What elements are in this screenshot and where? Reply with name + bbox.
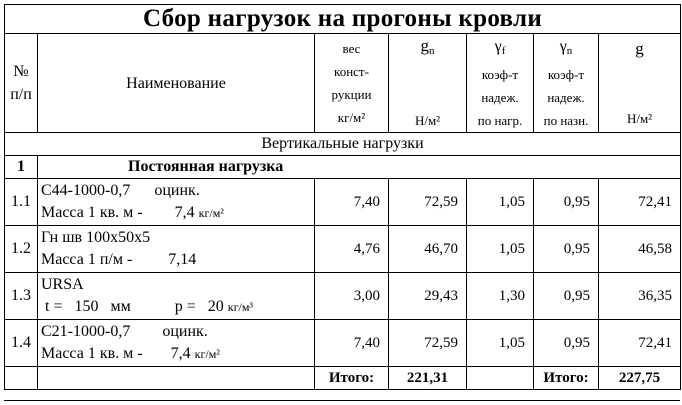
totals-empty-name[interactable] — [38, 367, 315, 390]
table-row — [5, 179, 681, 226]
header-gf-symbol: $\gamma_f$ — [494, 37, 506, 57]
row-weight[interactable]: 7,40 — [315, 320, 389, 367]
header-gf-l1: коэф-т — [481, 66, 519, 82]
row-name[interactable] — [38, 320, 315, 367]
header-gn[interactable] — [389, 34, 467, 133]
row-gf[interactable]: 1,05 — [467, 179, 534, 226]
row-gnn[interactable]: 0,95 — [534, 320, 599, 367]
header-weight-l1: вес — [342, 41, 361, 56]
row-name-line2: Масса 1 кв. м - 7,4 кг/м² — [41, 345, 220, 362]
header-row — [5, 34, 681, 133]
header-name[interactable]: Наименование — [38, 34, 315, 133]
row-gf[interactable]: 1,05 — [467, 226, 534, 273]
header-weight-l2: конст- — [334, 64, 369, 79]
header-gf[interactable] — [467, 34, 534, 133]
totals-row — [5, 367, 681, 390]
header-gf-l2: надеж. — [481, 89, 519, 105]
row-index[interactable]: 1.1 — [5, 179, 38, 226]
header-num[interactable] — [5, 34, 38, 133]
row-gn[interactable]: 72,59 — [389, 179, 467, 226]
row-g[interactable]: 72,41 — [599, 320, 681, 367]
row-name-line1: URSA — [41, 276, 84, 293]
header-num-line2: п/п — [10, 86, 32, 103]
row-gnn[interactable]: 0,95 — [534, 226, 599, 273]
header-gnn-l2: надеж. — [547, 89, 585, 105]
row-name[interactable] — [38, 179, 315, 226]
totals-value-gn[interactable]: 221,31 — [389, 367, 467, 390]
group-index[interactable]: 1 — [5, 156, 38, 179]
row-name-line2: t = 150 мм р = 20 кг/м³ — [41, 298, 254, 315]
row-weight[interactable]: 4,76 — [315, 226, 389, 273]
row-index[interactable]: 1.2 — [5, 226, 38, 273]
row-name-line2: Масса 1 кв. м - 7,4 кг/м² — [41, 204, 224, 221]
row-weight[interactable]: 7,40 — [315, 179, 389, 226]
header-weight-unit: кг/м² — [337, 110, 366, 125]
row-index[interactable]: 1.3 — [5, 273, 38, 320]
header-weight[interactable] — [315, 34, 389, 133]
header-gnn[interactable] — [534, 34, 599, 133]
row-index[interactable]: 1.4 — [5, 320, 38, 367]
section-row — [5, 133, 681, 156]
row-g[interactable]: 46,58 — [599, 226, 681, 273]
totals-label-gn[interactable]: Итого: — [315, 367, 389, 390]
totals-label-g[interactable]: Итого: — [534, 367, 599, 390]
header-gnn-l3: по назн. — [543, 112, 589, 128]
table-row — [5, 226, 681, 273]
row-gf[interactable]: 1,05 — [467, 320, 534, 367]
table-title[interactable]: Сбор нагрузок на прогоны кровли — [5, 5, 681, 34]
load-table — [4, 4, 681, 390]
row-name[interactable] — [38, 273, 315, 320]
totals-empty-index[interactable] — [5, 367, 38, 390]
header-gf-l3: по нагр. — [477, 112, 523, 128]
header-gn-unit: Н/м² — [414, 113, 441, 128]
row-gnn[interactable]: 0,95 — [534, 273, 599, 320]
header-gnn-l1: коэф-т — [547, 66, 585, 82]
header-g-unit: Н/м² — [626, 110, 653, 126]
row-name-line2: Масса 1 п/м - 7,14 — [41, 251, 197, 268]
row-name-line1: С44-1000-0,7 оцинк. — [41, 182, 200, 199]
group-row — [5, 156, 681, 179]
header-g-symbol: g — [635, 38, 644, 58]
totals-value-g[interactable]: 227,75 — [599, 367, 681, 390]
section-label[interactable]: Вертикальные нагрузки — [5, 133, 681, 156]
header-gn-symbol: $g_n$ — [420, 36, 435, 57]
header-weight-l3: рукции — [331, 87, 372, 102]
table-row — [5, 273, 681, 320]
row-name-line1: Гн шв 100х50х5 — [41, 229, 151, 246]
row-gnn[interactable]: 0,95 — [534, 179, 599, 226]
header-num-line1: № — [13, 63, 29, 80]
row-weight[interactable]: 3,00 — [315, 273, 389, 320]
totals-empty-gf[interactable] — [467, 367, 534, 390]
row-gn[interactable]: 29,43 — [389, 273, 467, 320]
row-gn[interactable]: 46,70 — [389, 226, 467, 273]
title-row — [5, 5, 681, 34]
row-name[interactable] — [38, 226, 315, 273]
row-g[interactable]: 72,41 — [599, 179, 681, 226]
header-g[interactable] — [599, 34, 681, 133]
next-row-edge — [4, 400, 680, 401]
group-label[interactable]: Постоянная нагрузка — [38, 156, 681, 179]
row-name-line1: С21-1000-0,7 оцинк. — [41, 323, 208, 340]
header-gnn-symbol: $\gamma_n$ — [559, 37, 573, 57]
row-g[interactable]: 36,35 — [599, 273, 681, 320]
row-gn[interactable]: 72,59 — [389, 320, 467, 367]
table-row — [5, 320, 681, 367]
row-gf[interactable]: 1,30 — [467, 273, 534, 320]
